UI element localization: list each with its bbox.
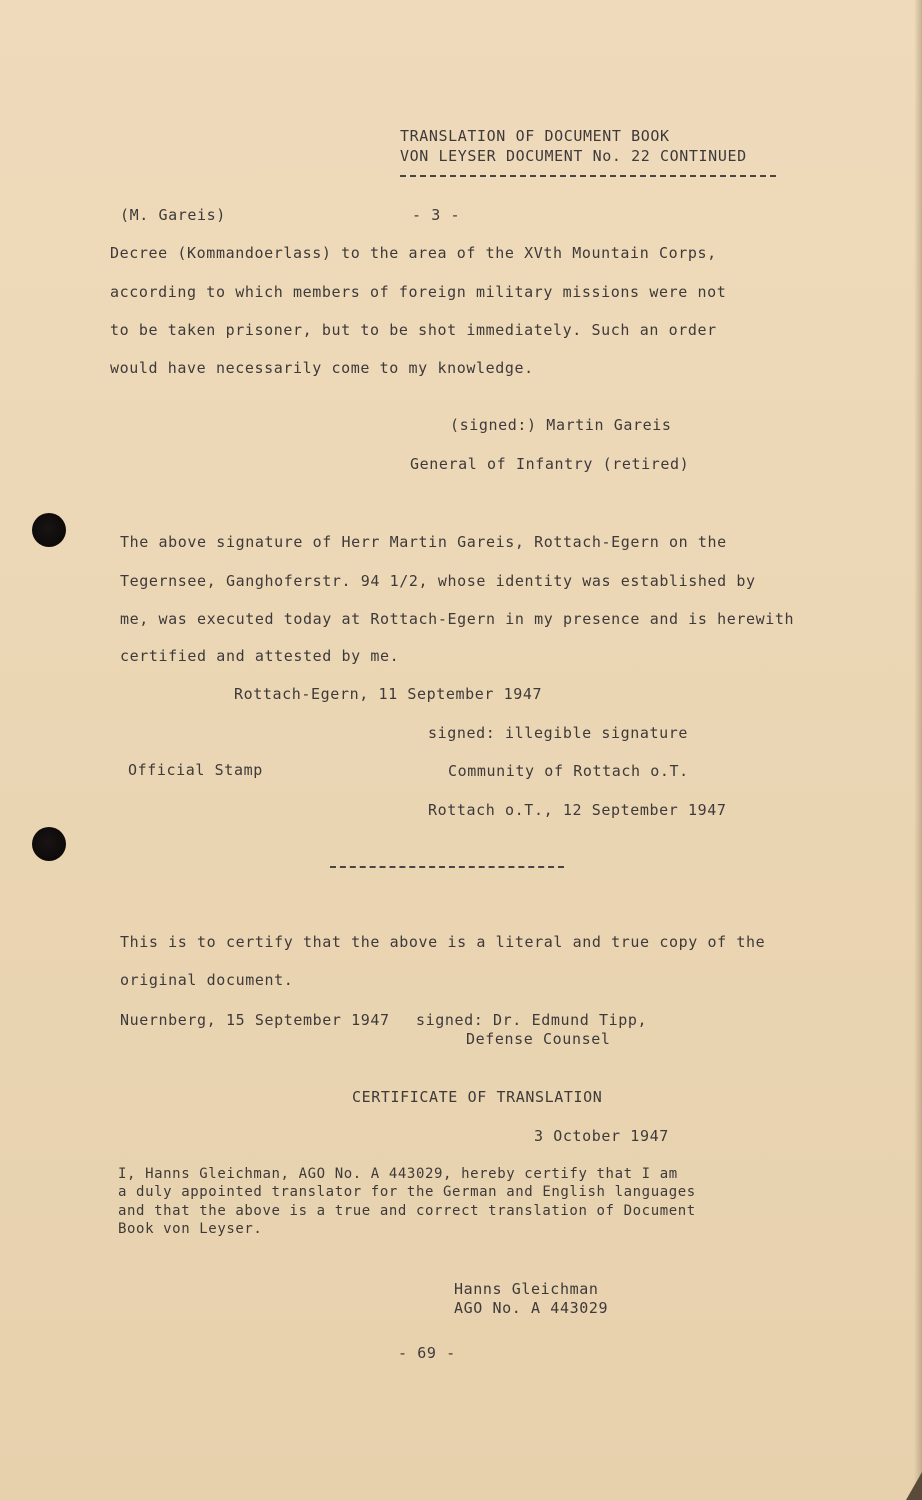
punch-hole-bottom	[32, 827, 66, 861]
true-copy-place-date: Nuernberg, 15 September 1947	[120, 1011, 390, 1029]
translator-ago: AGO No. A 443029	[454, 1299, 609, 1317]
signed-gareis: (signed:) Martin Gareis	[450, 416, 672, 434]
true-copy-line-1: This is to certify that the above is a literal and true copy of the	[120, 933, 766, 951]
rank-line: General of Infantry (retired)	[410, 455, 690, 473]
body-line-4: would have necessarily come to my knowledge.	[110, 359, 534, 377]
translation-line-2: a duly appointed translator for the German and English languages	[118, 1184, 696, 1200]
page-marker: - 3 -	[412, 206, 461, 224]
translation-line-3: and that the above is a true and correct translation of Document	[118, 1203, 696, 1219]
stamp-date: Rottach o.T., 12 September 1947	[428, 801, 727, 819]
author-reference: (M. Gareis)	[120, 206, 226, 224]
defense-counsel-title: Defense Counsel	[466, 1030, 611, 1048]
cert-line-2: Tegernsee, Ganghoferstr. 94 1/2, whose identity was established by	[120, 572, 756, 590]
header-line-1: TRANSLATION OF DOCUMENT BOOK	[400, 127, 670, 145]
header-underline	[400, 175, 776, 177]
translator-name: Hanns Gleichman	[454, 1280, 599, 1298]
footer-page-number: - 69 -	[398, 1344, 456, 1362]
body-line-1: Decree (Kommandoerlass) to the area of the XVth Mountain Corps,	[110, 244, 717, 262]
cert-line-4: certified and attested by me.	[120, 647, 400, 665]
translation-line-1: I, Hanns Gleichman, AGO No. A 443029, hereby certify that I am	[118, 1166, 678, 1182]
official-stamp-label: Official Stamp	[128, 761, 263, 779]
cert-line-1: The above signature of Herr Martin Gareis, Rottach-Egern on the	[120, 533, 727, 551]
translation-cert-heading: CERTIFICATE OF TRANSLATION	[352, 1088, 603, 1106]
community-line: Community of Rottach o.T.	[448, 762, 689, 780]
true-copy-line-2: original document.	[120, 971, 294, 989]
body-line-2: according to which members of foreign military missions were not	[110, 283, 727, 301]
cert-place-date: Rottach-Egern, 11 September 1947	[234, 685, 543, 703]
true-copy-signed: signed: Dr. Edmund Tipp,	[416, 1011, 648, 1029]
page-edge-shadow	[914, 0, 922, 1500]
punch-hole-top	[32, 513, 66, 547]
cert-line-3: me, was executed today at Rottach-Egern in my presence and is herewith	[120, 610, 795, 628]
translation-cert-date: 3 October 1947	[534, 1127, 669, 1145]
translation-line-4: Book von Leyser.	[118, 1221, 263, 1237]
cert-signed: signed: illegible signature	[428, 724, 689, 742]
header-line-2: VON LEYSER DOCUMENT No. 22 CONTINUED	[400, 147, 747, 165]
body-line-3: to be taken prisoner, but to be shot immediately. Such an order	[110, 321, 717, 339]
section-separator	[330, 866, 564, 868]
